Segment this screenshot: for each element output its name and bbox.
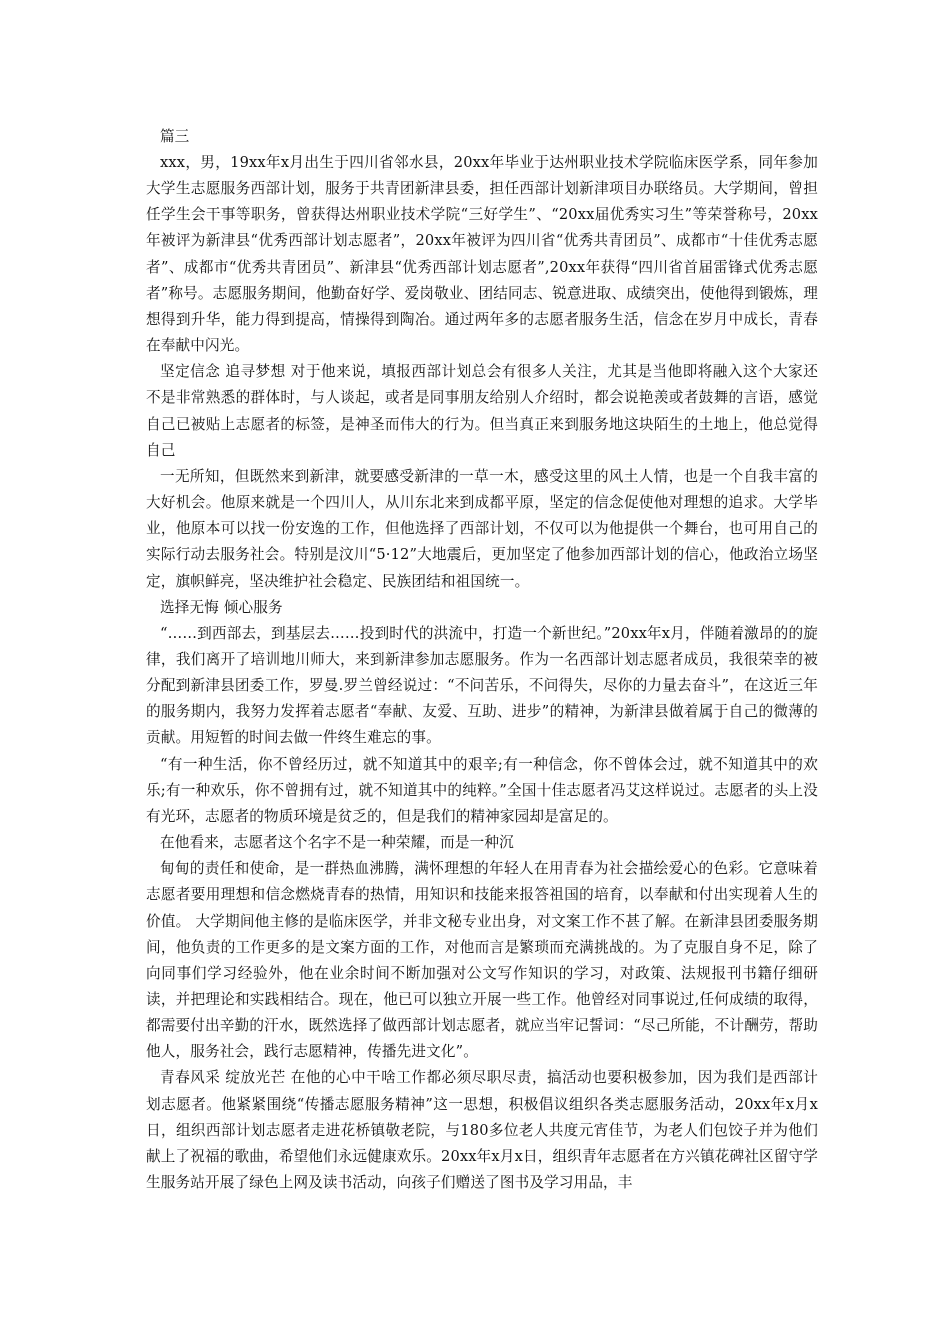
paragraph-in-his-view: 在他看来，志愿者这个名字不是一种荣耀，而是一种沉	[160, 834, 514, 852]
subheading-no-regrets: 选择无悔 倾心服务	[160, 598, 283, 616]
paragraph-intro: xxx，男，19xx年x月出生于四川省邻水县，20xx年毕业于达州职业技术学院临床医学系，同年参加大学生志愿服务西部计划，服务于共青团新津县委，担任西部计划新津项目办联络员。大学期间，曾担任学生会干事等职务，曾获得达州职业技术学院“三好学生”、“20xx届优秀实习生”等荣誉称号，20xx年被评为新津县“优秀西部计划志愿者”，20xx年被评为四川省“优秀共青团员”、成都市“十佳优秀志愿者”、成都市“优秀共青团员”、新津县“优秀西部计划志愿者”,20xx年获得“四川省首届雷锋式优秀志愿者”称号。志愿服务期间，他勤奋好学、爱岗敬业、团结同志、锐意进取、成绩突出，使他得到锻炼，理想得到升华，能力得到提高，情操得到陶冶。通过两年多的志愿者服务生活，信念在岁月中成长，青春在奉献中闪光。	[146, 154, 818, 355]
document-body	[146, 124, 818, 1196]
section-heading: 篇三	[160, 128, 190, 145]
paragraph-responsibility: 甸甸的责任和使命，是一群热血沸腾，满怀理想的年轻人在用青春为社会描绘爱心的色彩。它意味着志愿者要用理想和信念燃烧青春的热情，用知识和技能来报答祖国的培育，以奉献和付出实现着人生的价值。 大学期间他主修的是临床医学，并非文秘专业出身，对文案工作不甚了解。在新津县团委服务期间，他负责的工作更多的是文案方面的工作，对他而言是繁琐而充满挑战的。为了克服自身不足，除了向同事们学习经验外，他在业余时间不断加强对公文写作知识的学习，对政策、法规报刊书籍仔细研读，并把理论和实践相结合。现在，他已可以独立开展一些工作。他曾经对同事说过,任何成绩的取得，都需要付出辛勤的汗水，既然选择了做西部计划志愿者，就应当牢记誓词：“尽己所能，不计酬劳，帮助他人，服务社会，践行志愿精神，传播先进文化”。	[146, 860, 818, 1061]
paragraph-go-west: “……到西部去，到基层去……投到时代的洪流中，打造一个新世纪。”20xx年x月，伴随着激昂的的旋律，我们离开了培训地川师大，来到新津参加志愿服务。作为一名西部计划志愿者成员，我很荣幸的被分配到新津县团委工作，罗曼.罗兰曾经说过：“不问苦乐，不问得失，尽你的力量去奋斗”，在这近三年的服务期内，我努力发挥着志愿者“奉献、友爱、互助、进步”的精神，为新津县做着属于自己的微薄的贡献。用短暂的时间去做一件终生难忘的事。	[146, 624, 818, 747]
paragraph-youth-style: 青春风采 绽放光芒 在他的心中干啥工作都必须尽职尽责，搞活动也要积极参加，因为我们是西部计划志愿者。他紧紧围绕“传播志愿服务精神”这一思想，积极倡议组织各类志愿服务活动，20xx年x月x日，组织西部计划志愿者走进花桥镇敬老院，与180多位老人共度元宵佳节，为老人们包饺子并为他们献上了祝福的歌曲，希望他们永远健康欢乐。20xx年x月x日，组织青年志愿者在方兴镇花碑社区留守学生服务站开展了绿色上网及读书活动，向孩子们赠送了图书及学习用品，丰	[146, 1069, 818, 1192]
paragraph-unknown: 一无所知，但既然来到新津，就要感受新津的一草一木，感受这里的风土人情，也是一个自我丰富的大好机会。他原来就是一个四川人，从川东北来到成都平原，坚定的信念促使他对理想的追求。大学毕业，他原本可以找一份安逸的工作，但他选择了西部计划，不仅可以为他提供一个舞台，也可用自己的实际行动去服务社会。特别是汶川“5·12”大地震后，更加坚定了他参加西部计划的信心，他政治立场坚定，旗帜鲜亮，坚决维护社会稳定、民族团结和祖国统一。	[146, 467, 818, 590]
paragraph-quote-feng-ai: “有一种生活，你不曾经历过，就不知道其中的艰辛;有一种信念，你不曾体会过，就不知道其中的欢乐;有一种欢乐，你不曾拥有过，就不知道其中的纯粹。”全国十佳志愿者冯艾这样说过。志愿者的头上没有光环，志愿者的物质环境是贫乏的，但是我们的精神家园却是富足的。	[146, 755, 818, 825]
paragraph-firm-belief: 坚定信念 追寻梦想 对于他来说，填报西部计划总会有很多人关注，尤其是当他即将融入这个大家还不是非常熟悉的群体时，与人谈起，或者是同事朋友给别人介绍时，都会说艳羡或者鼓舞的言语，感觉自己已被贴上志愿者的标签，是神圣而伟大的行为。但当真正来到服务地这块陌生的土地上，他总觉得自己	[146, 363, 818, 459]
